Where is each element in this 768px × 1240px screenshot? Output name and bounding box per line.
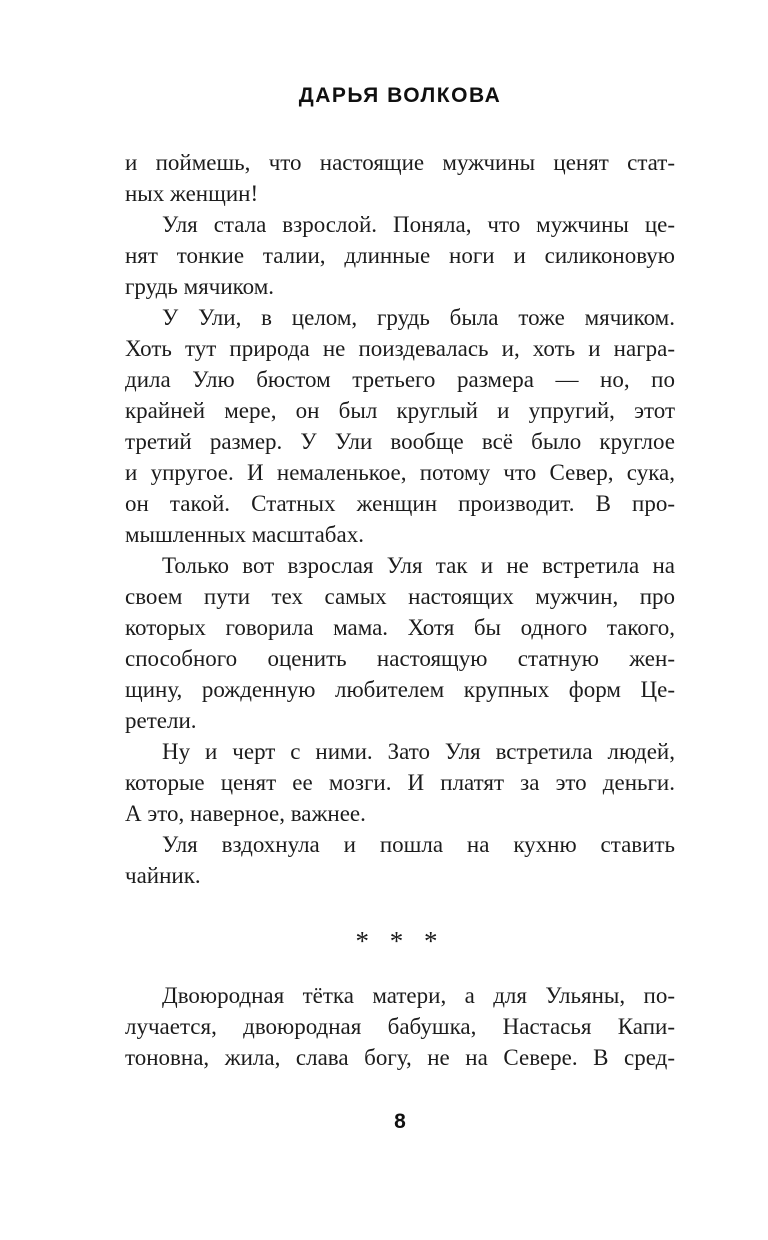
- text-line: У Ули, в целом, грудь была тоже мячиком.: [162, 305, 675, 330]
- text-line: способного оценить настоящую статную жен-: [125, 646, 675, 671]
- text-line: Уля вздохнула и пошла на кухню ставить: [162, 832, 675, 857]
- text-line: Только вот взрослая Уля так и не встретила на: [162, 553, 675, 578]
- text-line: и поймешь, что настоящие мужчины ценят стат-: [125, 150, 675, 175]
- text-line: Двоюродная тётка матери, а для Ульяны, по-: [162, 983, 675, 1008]
- text-line: Хоть тут природа не поиздевалась и, хоть и награ-: [125, 336, 675, 361]
- running-head-author: ДАРЬЯ ВОЛКОВА: [298, 84, 502, 107]
- text-line: мышленных масштабах.: [125, 522, 364, 547]
- text-line: своем пути тех самых настоящих мужчин, про: [125, 584, 675, 609]
- text-line: он такой. Статных женщин производит. В про-: [125, 491, 675, 516]
- text-line: ных женщин!: [125, 181, 259, 206]
- paragraph: [125, 980, 675, 1073]
- text-line: ретели.: [125, 708, 197, 733]
- text-line: грудь мячиком.: [125, 274, 275, 299]
- text-line: лучается, двоюродная бабушка, Настасья Капи-: [125, 1014, 675, 1039]
- text-line: дила Улю бюстом третьего размера — но, по: [125, 367, 675, 392]
- paragraph: [125, 736, 675, 829]
- text-line: которых говорила мама. Хотя бы одного такого,: [125, 615, 675, 640]
- text-line: третий размер. У Ули вообще всё было круглое: [125, 429, 675, 454]
- text-line: и упругое. И немаленькое, потому что Север, сука,: [125, 460, 675, 485]
- text-line: чайник.: [125, 863, 201, 888]
- text-line: нят тонкие талии, длинные ноги и силиконовую: [125, 243, 675, 268]
- text-line: крайней мере, он был круглый и упругий, этот: [125, 398, 675, 423]
- paragraph: [125, 302, 675, 550]
- paragraph: [125, 550, 675, 736]
- text-line: Уля стала взрослой. Поняла, что мужчины це-: [162, 212, 675, 237]
- text-line: тоновна, жила, слава богу, не на Севере. В сред-: [125, 1045, 675, 1070]
- section-separator: * * *: [355, 926, 445, 956]
- text-line: щину, рожденную любителем крупных форм Це-: [125, 677, 675, 702]
- text-block: [125, 147, 675, 1073]
- paragraph: [125, 829, 675, 891]
- paragraph: [125, 209, 675, 302]
- text-line: А это, наверное, важнее.: [125, 801, 366, 826]
- page-number: 8: [394, 1110, 406, 1133]
- paragraph: [125, 147, 675, 209]
- text-line: Ну и черт с ними. Зато Уля встретила людей,: [162, 739, 675, 764]
- text-line: которые ценят ее мозги. И платят за это деньги.: [125, 770, 675, 795]
